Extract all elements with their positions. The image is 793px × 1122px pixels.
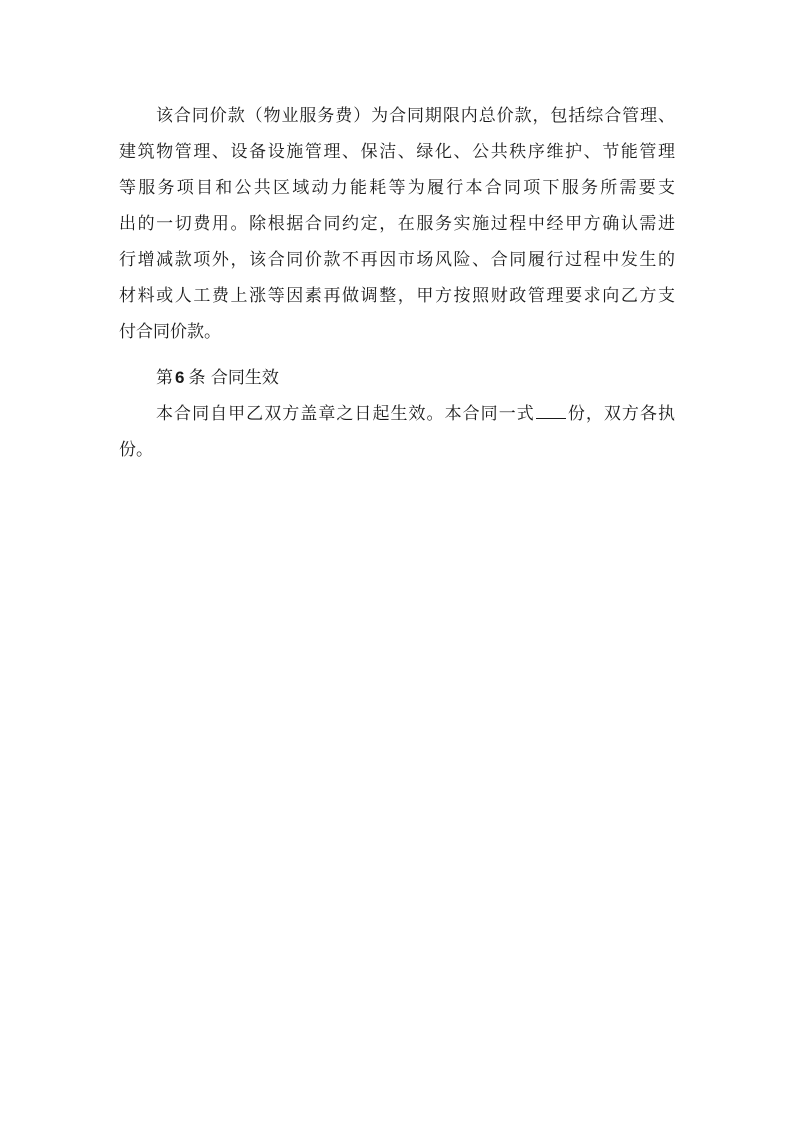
section-6-heading: [119, 360, 675, 396]
document-page: [119, 98, 675, 468]
heading-title: 合同生效: [210, 368, 279, 388]
paragraph-line: 该合同价款（物业服务费）为合同期限内总价款，包括综合管理、: [156, 106, 675, 126]
line-text: 份，双方各执: [566, 404, 676, 424]
copies-blank: [536, 396, 566, 419]
line-text: 本合同自甲乙双方盖章之日起生效。本合同一式: [156, 404, 535, 424]
heading-prefix: 第: [156, 368, 173, 388]
paragraph-line: 出的一切费用。除根据合同约定，在服务实施过程中经甲方确认需进: [119, 214, 675, 234]
paragraph-line: 建筑物管理、设备设施管理、保洁、绿化、公共秩序维护、节能管理: [119, 142, 675, 162]
heading-number: 6: [175, 368, 185, 387]
paragraph-line: 份。: [119, 440, 153, 460]
section-5-paragraph: [119, 98, 675, 350]
heading-suffix: 条: [188, 368, 206, 388]
section-6-paragraph: [119, 396, 675, 468]
paragraph-line: 材料或人工费上涨等因素再做调整，甲方按照财政管理要求向乙方支: [119, 286, 675, 306]
paragraph-line: [119, 396, 675, 432]
paragraph-line: 付合同价款。: [119, 322, 221, 342]
paragraph-line: 等服务项目和公共区域动力能耗等为履行本合同项下服务所需要支: [119, 178, 675, 198]
paragraph-line: 行增减款项外，该合同价款不再因市场风险、合同履行过程中发生的: [119, 250, 675, 270]
